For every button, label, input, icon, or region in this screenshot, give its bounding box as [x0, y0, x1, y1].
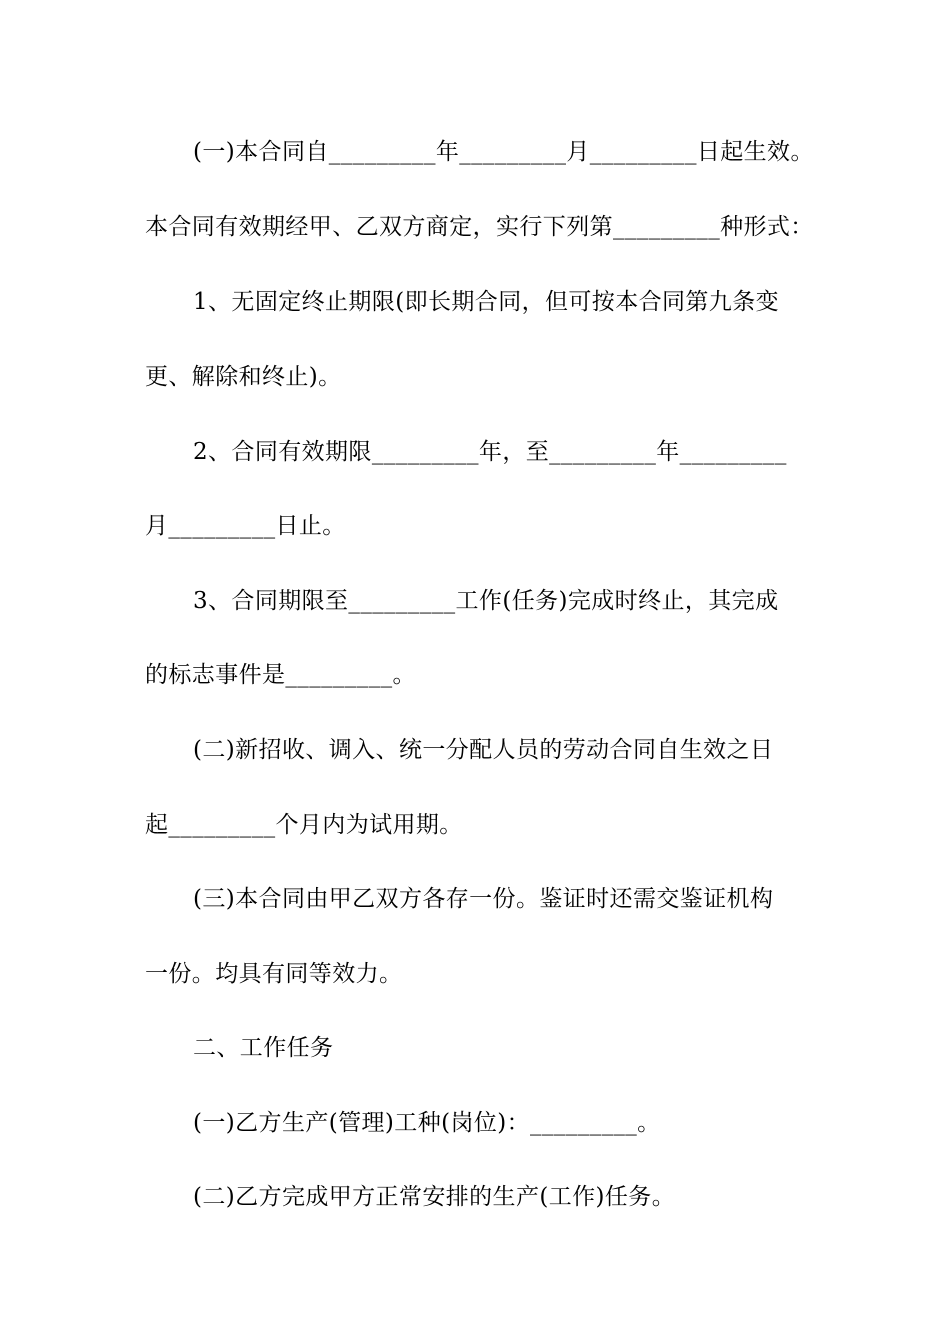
- paragraph-option-1: 1、无固定终止期限(即长期合同，但可按本合同第九条变: [193, 289, 780, 315]
- paragraph-effective-date: (一)本合同自_________年_________月_________日起生效。: [193, 139, 814, 165]
- paragraph-probation: (二)新招收、调入、统一分配人员的劳动合同自生效之日: [193, 737, 774, 763]
- paragraph-copies: (三)本合同由甲乙双方各存一份。鉴证时还需交鉴证机构: [193, 886, 774, 912]
- paragraph-probation-cont: 起_________个月内为试用期。: [145, 812, 463, 838]
- paragraph-job-type: (一)乙方生产(管理)工种(岗位)：_________。: [193, 1110, 661, 1136]
- paragraph-option-1-cont: 更、解除和终止)。: [145, 364, 342, 390]
- paragraph-option-3: 3、合同期限至_________工作(任务)完成时终止，其完成: [193, 588, 779, 614]
- paragraph-validity-form: 本合同有效期经甲、乙双方商定，实行下列第_________种形式：: [145, 214, 814, 240]
- paragraph-option-2-cont: 月_________日止。: [145, 513, 346, 539]
- section-heading-work-tasks: 二、工作任务: [193, 1035, 334, 1061]
- paragraph-copies-cont: 一份。均具有同等效力。: [145, 961, 403, 987]
- paragraph-option-2: 2、合同有效期限_________年，至_________年_________: [193, 439, 787, 465]
- paragraph-option-3-cont: 的标志事件是_________。: [145, 662, 416, 688]
- paragraph-task-completion: (二)乙方完成甲方正常安排的生产(工作)任务。: [193, 1184, 676, 1210]
